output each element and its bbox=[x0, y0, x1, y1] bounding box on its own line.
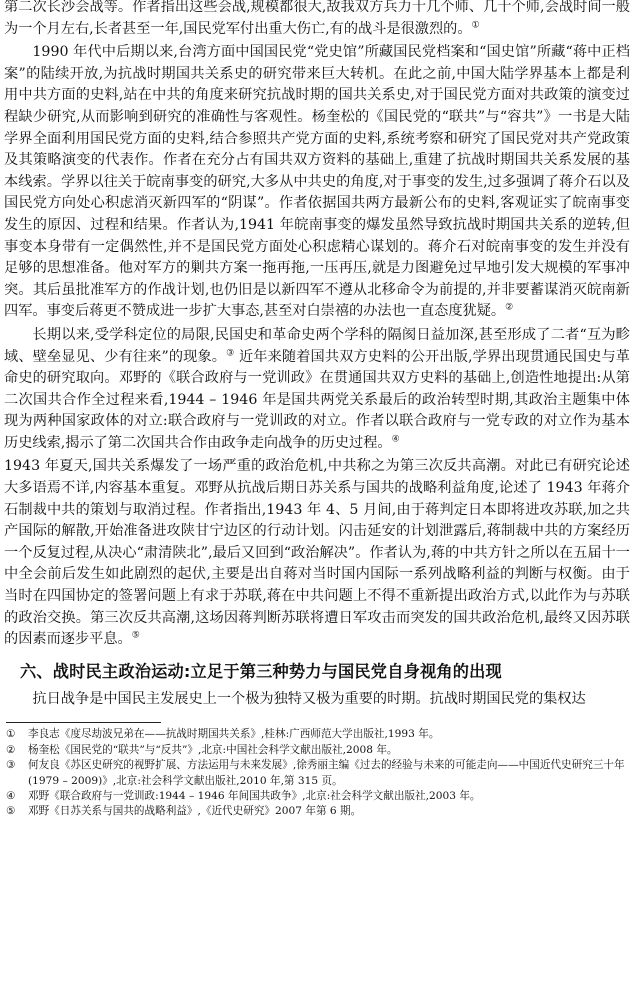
footnote-number: ③ bbox=[6, 759, 16, 772]
paragraph-text: 近年来随着国共双方史料的公开出版,学界出现贯通民国史与革命史的研究取向。邓野的《联合政府与一党训政》在贯通国共双方史料的基础上,创造性地提出:从第二次国共合作全过程来看,1944 – 1946 年是国共两党关系最后的政治转型时期,其政治主题集中体现为两种国家政体的对立:联合政府与一党训政的对立。作者以联合政府与一党专政的对立作为基本历史线索,揭示了第二次国共合作由政争走向战争的历史过程。 bbox=[4, 348, 630, 451]
footnote-text: 杨奎松《国民党的“联共”与“反共”》,北京:中国社会科学文献出版社,2008 年。 bbox=[28, 743, 398, 756]
paragraph-text: 长期以来,受学科定位的局限,民国史和革命史两个学科的隔阂日益加深,甚至形成了二者“互为畛域、壁垒显见、少有往来”的现象。 bbox=[4, 326, 630, 365]
footnote-number: ① bbox=[6, 728, 16, 741]
body-paragraph bbox=[4, 689, 630, 711]
footnote-text: 何友良《苏区史研究的视野扩展、方法运用与未来发展》,徐秀丽主编《过去的经验与未来的可能走向——中国近代史研究三十年(1979 – 2009)》,北京:社会科学文献出版社,2010 年,第 315 页。 bbox=[28, 759, 625, 787]
footnote-item bbox=[4, 789, 630, 804]
footnote-text: 邓野《联合政府与一党训政:1944 – 1946 年间国共政争》,北京:社会科学文献出版社,2003 年。 bbox=[28, 790, 481, 803]
section-heading: 六、战时民主政治运动:立足于第三种势力与国民党自身视角的出现 bbox=[20, 661, 502, 681]
footnote-item bbox=[4, 804, 630, 819]
paragraph-text: 1943 年夏天,国共关系爆发了一场严重的政治危机,中共称之为第三次反共高潮。对此已有研究论述大多语焉不详,内容基本重复。邓野从抗战后期日苏关系与国共的战略利益角度,论述了 1943 年蒋介石制裁中共的策划与取消过程。作者指出,1943 年 4、5 月间,由于蒋判定日本即将进攻苏联,加之共产国际的解散,开始准备进攻陕甘宁边区的行动计划。闪击延安的计划泄露后,蒋制裁中共的方案经历一个反复过程,从决心“肃清陕北”,最后又回到“政治解决”。作者认为,蒋的中共方针之所以在五届十一中全会前后发生如此剧烈的起伏,主要是出自蒋对当时国内国际一系列战略利益的判断与权衡。由于当时在四国协定的签署问题上有求于苏联,蒋在中共问题上不得不重新提出政治方式,以此作为与苏联的政治交换。第三次反共高潮,这场因蒋判断苏联将遭日军攻击而突发的国共政治危机,最终又因苏联的因素而逐步平息。 bbox=[4, 458, 630, 648]
footnote-number: ② bbox=[6, 743, 16, 756]
footnote-text: 邓野《日苏关系与国共的战略利益》,《近代史研究》2007 年第 6 期。 bbox=[28, 805, 362, 818]
footnote-number: ⑤ bbox=[6, 805, 16, 818]
paragraph-text: 第二次长沙会战等。作者指出这些会战,规模都很大,敌我双方兵力十几个师、几十个师,会战时间一般为一个月左右,长者甚至一年,国民党军付出重大伤亡,有的战斗是很激烈的。 bbox=[4, 0, 630, 37]
footnote-marker[interactable]: ③ bbox=[226, 347, 235, 358]
footnote-item bbox=[4, 727, 630, 742]
footnote-number: ④ bbox=[6, 790, 16, 803]
body-paragraph bbox=[4, 325, 630, 455]
footnote-marker[interactable]: ① bbox=[471, 19, 480, 30]
footnote-marker[interactable]: ⑤ bbox=[131, 630, 140, 641]
footnote-text: 李良志《度尽劫波兄弟在——抗战时期国共关系》,桂林:广西师范大学出版社,1993 年。 bbox=[28, 728, 440, 741]
document-page bbox=[4, 0, 630, 820]
footnote-marker[interactable]: ④ bbox=[391, 434, 400, 445]
body-paragraph bbox=[4, 0, 630, 40]
footnote-list bbox=[4, 727, 630, 819]
body-paragraph bbox=[4, 456, 630, 650]
footnote-divider bbox=[6, 722, 161, 723]
footnote-item bbox=[4, 743, 630, 758]
body-paragraph bbox=[4, 42, 630, 323]
paragraph-text: 1990 年代中后期以来,台湾方面中国国民党“党史馆”所藏国民党档案和“国史馆”所藏“蒋中正档案”的陆续开放,为抗战时期国共关系史的研究带来巨大转机。在此之前,中国大陆学界基本上都是利用中共方面的史料,站在中共的角度来研究抗战时期的国共关系史,对于国民党方面对共政策的演变过程缺少研究,从而影响到研究的准确性与客观性。杨奎松的《国民党的“联共”与“容共”》一书是大陆学界全面利用国民党方面的史料,结合参照共产党方面的史料,系统考察和研究了国民党对共产党政策及其策略演变的代表作。作者在充分占有国共双方资料的基础上,重建了抗战时期国共关系发展的基本线索。学界以往关于皖南事变的研究,大多从中共史的角度,对于事变的发生,过多强调了蒋介石以及国民党方向处心积虑消灭新四军的“阴谋”。作者依据国共两方最新公布的史料,客观证实了皖南事变发生的原因、过程和结果。作者认为,1941 年皖南事变的爆发虽然导致抗战时期国共关系的逆转,但事变本身带有一定偶然性,并不是国民党方面处心积虑精心谋划的。蒋介石对皖南事变的发生并没有足够的思想准备。他对军方的剿共方案一拖再拖,一压再压,就是力图避免过早地引发大规模的军事冲突。其后虽批准军方的作战计划,也仍旧是以新四军不遵从北移命令为前提的,并非要蓄谋消灭皖南新四军。事变后蒋更不赞成进一步扩大事态,甚至对白崇禧的办法也一直态度犹疑。 bbox=[4, 44, 630, 320]
footnote-marker[interactable]: ② bbox=[505, 302, 514, 313]
footnote-item bbox=[4, 758, 630, 789]
paragraph-text: 抗日战争是中国民主发展史上一个极为独特又极为重要的时期。抗战时期国民党的集权达 bbox=[32, 690, 586, 707]
